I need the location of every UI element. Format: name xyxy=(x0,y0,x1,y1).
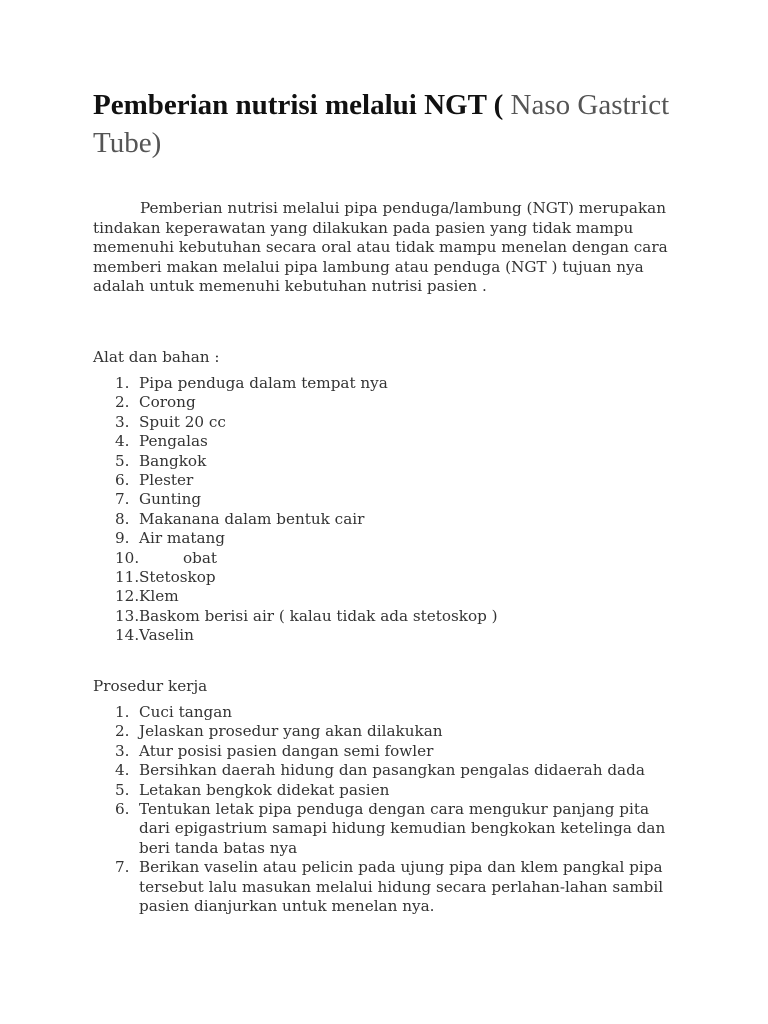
list-number: 9. xyxy=(115,529,130,548)
list-text: Air matang xyxy=(139,529,226,548)
list-item xyxy=(93,490,693,509)
list-item xyxy=(93,761,673,780)
list-item xyxy=(93,529,693,548)
list-item xyxy=(93,722,673,741)
list-item xyxy=(93,413,693,432)
list-text: Vaselin xyxy=(139,626,194,645)
list-item xyxy=(93,471,693,490)
list-item xyxy=(93,587,693,606)
title-light: Naso Gastrict Tube) xyxy=(93,89,670,159)
list-number: 5. xyxy=(115,451,130,470)
list-number: 7. xyxy=(115,858,130,877)
list-text: Jelaskan prosedur yang akan dilakukan xyxy=(139,722,443,741)
intro-paragraph xyxy=(93,199,683,297)
list-number: 2. xyxy=(115,393,130,412)
tools-list xyxy=(93,374,693,646)
list-number: 3. xyxy=(115,412,130,431)
list-number: 11. xyxy=(115,568,140,587)
list-text: Spuit 20 cc xyxy=(139,412,226,431)
list-text: Atur posisi pasien dangan semi fowler xyxy=(139,741,434,760)
list-number: 4. xyxy=(115,432,130,451)
list-item xyxy=(93,858,673,916)
intro-text: Pemberian nutrisi melalui pipa penduga/lambung (NGT) merupakan tindakan keperawatan yang dilakukan pada pasien yang tidak mampu memenuhi kebutuhan secara oral atau tidak mampu menelan dengan cara memberi makan melalui pipa lambung atau penduga (NGT ) tujuan nya adalah untuk memenuhi kebutuhan nutrisi pasien . xyxy=(93,199,668,296)
list-number: 13. xyxy=(115,606,140,625)
list-item xyxy=(93,607,693,626)
list-text: Tentukan letak pipa penduga dengan cara mengukur panjang pita dari epigastrium samapi hidung kemudian bengkokan ketelinga dan beri tanda batas nya xyxy=(139,800,666,857)
list-item xyxy=(93,510,693,529)
list-text: Bangkok xyxy=(139,451,207,470)
list-number: 6. xyxy=(115,800,130,819)
list-item xyxy=(93,452,693,471)
list-text: Gunting xyxy=(139,490,202,509)
procedure-heading: Prosedur kerja xyxy=(93,677,208,695)
page-title xyxy=(93,86,693,162)
list-number: 4. xyxy=(115,761,130,780)
procedure-list xyxy=(93,703,673,916)
list-item xyxy=(93,742,673,761)
list-text: Berikan vaselin atau pelicin pada ujung pipa dan klem pangkal pipa tersebut lalu masukan melalui hidung secara perlahan-lahan sambil pasien dianjurkan untuk menelan nya. xyxy=(139,858,664,916)
list-number: 10. xyxy=(115,548,140,567)
tools-heading: Alat dan bahan : xyxy=(93,348,220,366)
list-number: 1. xyxy=(115,703,130,721)
list-number: 1. xyxy=(115,374,130,392)
list-number: 14. xyxy=(115,626,140,645)
list-number: 8. xyxy=(115,509,130,528)
list-text: Letakan bengkok didekat pasien xyxy=(139,780,390,799)
list-text: Corong xyxy=(139,393,196,412)
list-item xyxy=(93,374,693,393)
list-item xyxy=(93,626,693,645)
list-text: Bersihkan daerah hidung dan pasangkan pengalas didaerah dada xyxy=(139,761,645,780)
list-item xyxy=(93,568,693,587)
list-item xyxy=(93,800,673,858)
list-number: 7. xyxy=(115,490,130,509)
list-text: Baskom berisi air ( kalau tidak ada stetoskop ) xyxy=(139,606,498,625)
list-text: Cuci tangan xyxy=(139,703,233,721)
list-number: 12. xyxy=(115,587,140,606)
list-number: 6. xyxy=(115,471,130,490)
list-text: Stetoskop xyxy=(139,568,216,587)
list-item xyxy=(93,393,693,412)
list-text: Pengalas xyxy=(139,432,208,451)
list-item xyxy=(93,781,673,800)
list-item xyxy=(93,549,693,568)
list-text: Pipa penduga dalam tempat nya xyxy=(139,374,388,392)
list-text: obat xyxy=(183,548,218,567)
list-text: Klem xyxy=(139,587,179,606)
list-text: Makanana dalam bentuk cair xyxy=(139,509,365,528)
list-item xyxy=(93,703,673,722)
list-text: Plester xyxy=(139,471,194,490)
list-number: 5. xyxy=(115,780,130,799)
title-bold: Pemberian nutrisi melalui NGT ( xyxy=(93,89,504,121)
list-item xyxy=(93,432,693,451)
list-number: 3. xyxy=(115,741,130,760)
list-number: 2. xyxy=(115,722,130,741)
